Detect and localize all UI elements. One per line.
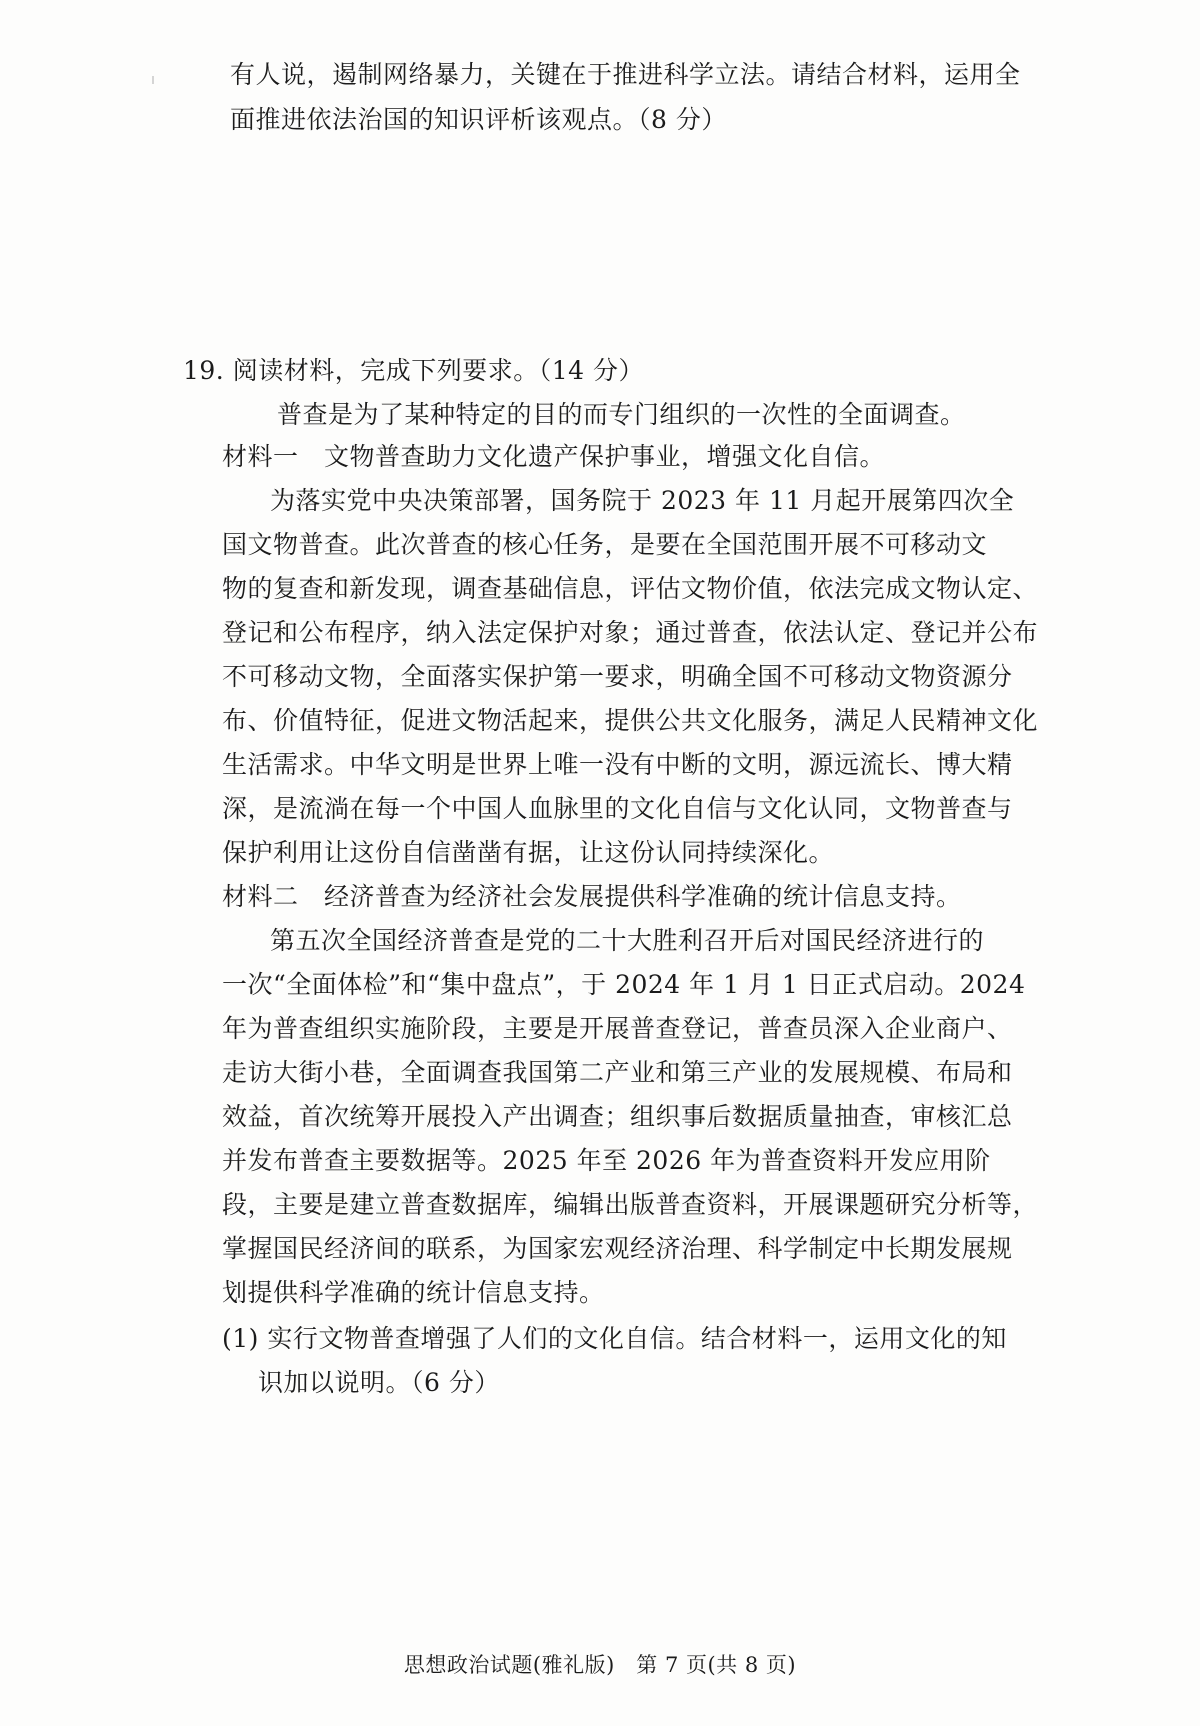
material-1-title: 材料一 文物普查助力文化遗产保护事业，增强文化自信。 <box>222 442 886 471</box>
previous-question-line-2: 面推进依法治国的知识评析该观点。（8 分） <box>230 105 727 134</box>
material-2-line: 一次“全面体检”和“集中盘点”，于 2024 年 1 月 1 日正式启动。2024 <box>222 970 1026 999</box>
sub-question-1-line-2: 识加以说明。（6 分） <box>258 1368 500 1397</box>
material-2-line: 第五次全国经济普查是党的二十大胜利召开后对国民经济进行的 <box>270 926 985 955</box>
material-1-line: 布、价值特征，促进文物活起来，提供公共文化服务，满足人民精神文化 <box>222 706 1039 735</box>
material-2-line: 划提供科学准确的统计信息支持。 <box>222 1278 605 1307</box>
material-1-line: 保护利用让这份自信凿凿有据，让这份认同持续深化。 <box>222 838 835 867</box>
material-2-line: 并发布普查主要数据等。2025 年至 2026 年为普查资料开发应用阶 <box>222 1146 991 1175</box>
material-1-line: 登记和公布程序，纳入法定保护对象；通过普查，依法认定、登记并公布 <box>222 618 1039 647</box>
question-19-heading: 19. 阅读材料，完成下列要求。（14 分） <box>183 356 644 385</box>
material-2-line: 年为普查组织实施阶段，主要是开展普查登记，普查员深入企业商户、 <box>222 1014 1013 1043</box>
material-1-line: 国文物普查。此次普查的核心任务，是要在全国范围开展不可移动文 <box>222 530 988 559</box>
material-2-line: 走访大街小巷，全面调查我国第二产业和第三产业的发展规模、布局和 <box>222 1058 1013 1087</box>
sub-question-1-line-1: (1) 实行文物普查增强了人们的文化自信。结合材料一，运用文化的知 <box>222 1324 1007 1353</box>
material-2-line: 段，主要是建立普查数据库，编辑出版普查资料，开展课题研究分析等， <box>222 1190 1039 1219</box>
page-footer: 思想政治试题(雅礼版) 第 7 页(共 8 页) <box>403 1653 797 1677</box>
material-2-line: 掌握国民经济间的联系，为国家宏观经济治理、科学制定中长期发展规 <box>222 1234 1013 1263</box>
material-1-line: 不可移动文物，全面落实保护第一要求，明确全国不可移动文物资源分 <box>222 662 1013 691</box>
material-1-line: 深，是流淌在每一个中国人血脉里的文化自信与文化认同，文物普查与 <box>222 794 1013 823</box>
previous-question-line-1: 有人说，遏制网络暴力，关键在于推进科学立法。请结合材料，运用全 <box>230 60 1021 89</box>
material-1-line: 生活需求。中华文明是世界上唯一没有中断的文明，源远流长、博大精 <box>222 750 1013 779</box>
material-2-title: 材料二 经济普查为经济社会发展提供科学准确的统计信息支持。 <box>222 882 962 911</box>
question-19-intro: 普查是为了某种特定的目的而专门组织的一次性的全面调查。 <box>277 400 966 429</box>
material-1-line: 物的复查和新发现，调查基础信息，评估文物价值，依法完成文物认定、 <box>222 574 1039 603</box>
scan-mark <box>152 76 154 84</box>
material-1-line: 为落实党中央决策部署，国务院于 2023 年 11 月起开展第四次全 <box>270 486 1015 515</box>
material-2-line: 效益，首次统筹开展投入产出调查；组织事后数据质量抽查，审核汇总 <box>222 1102 1013 1131</box>
